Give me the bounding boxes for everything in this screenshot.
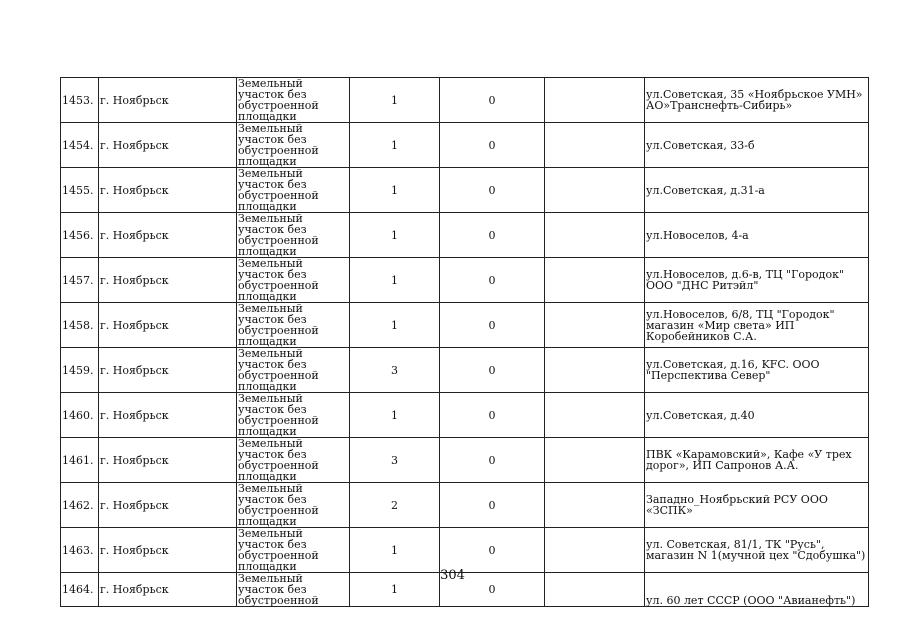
- row-object-type: Земельный участок без обустроенной площадки: [237, 78, 350, 123]
- row-address: ул. 60 лет СССР (ООО "Авианефть"): [645, 573, 869, 607]
- table-row: [61, 303, 869, 348]
- row-number: 1462.: [61, 483, 99, 528]
- row-city: г. Ноябрьск: [99, 123, 237, 168]
- row-note: [545, 213, 645, 258]
- row-quantity: 1: [350, 303, 440, 348]
- table-row: [61, 393, 869, 438]
- row-object-type: Земельный участок без обустроенной площадки: [237, 123, 350, 168]
- row-quantity: 3: [350, 438, 440, 483]
- row-quantity-secondary: 0: [440, 303, 545, 348]
- row-number: 1456.: [61, 213, 99, 258]
- row-note: [545, 123, 645, 168]
- row-number: 1453.: [61, 78, 99, 123]
- row-quantity-secondary: 0: [440, 123, 545, 168]
- table-row: [61, 168, 869, 213]
- row-note: [545, 348, 645, 393]
- row-address: ул.Новоселов, 4-а: [645, 213, 869, 258]
- row-city: г. Ноябрьск: [99, 348, 237, 393]
- row-number: 1455.: [61, 168, 99, 213]
- row-note: [545, 78, 645, 123]
- row-city: г. Ноябрьск: [99, 258, 237, 303]
- row-city: г. Ноябрьск: [99, 483, 237, 528]
- row-quantity: 1: [350, 528, 440, 573]
- row-note: [545, 528, 645, 573]
- row-object-type: Земельный участок без обустроенной: [237, 573, 350, 607]
- row-city: г. Ноябрьск: [99, 573, 237, 607]
- table-row: [61, 123, 869, 168]
- row-object-type: Земельный участок без обустроенной площадки: [237, 438, 350, 483]
- row-quantity-secondary: 0: [440, 438, 545, 483]
- row-object-type: Земельный участок без обустроенной площадки: [237, 393, 350, 438]
- row-note: [545, 168, 645, 213]
- row-note: [545, 393, 645, 438]
- row-quantity-secondary: 0: [440, 528, 545, 573]
- row-note: [545, 438, 645, 483]
- table-row: [61, 348, 869, 393]
- row-quantity: 2: [350, 483, 440, 528]
- row-quantity: 1: [350, 213, 440, 258]
- row-number: 1457.: [61, 258, 99, 303]
- row-address: ул.Советская, 33-б: [645, 123, 869, 168]
- row-address: Западно_Ноябрьский РСУ ООО «ЗСПК»: [645, 483, 869, 528]
- row-city: г. Ноябрьск: [99, 393, 237, 438]
- row-quantity-secondary: 0: [440, 213, 545, 258]
- table-row: [61, 258, 869, 303]
- table-row: [61, 213, 869, 258]
- row-quantity-secondary: 0: [440, 573, 545, 607]
- row-quantity: 1: [350, 168, 440, 213]
- row-address: ул.Советская, д.31-а: [645, 168, 869, 213]
- row-city: г. Ноябрьск: [99, 213, 237, 258]
- row-note: [545, 303, 645, 348]
- row-object-type: Земельный участок без обустроенной площадки: [237, 528, 350, 573]
- row-city: г. Ноябрьск: [99, 168, 237, 213]
- row-city: г. Ноябрьск: [99, 438, 237, 483]
- row-note: [545, 258, 645, 303]
- row-address: ул.Новоселов, д.6-в, ТЦ "Городок" ООО "ДНС Ритэйл": [645, 258, 869, 303]
- row-quantity: 1: [350, 78, 440, 123]
- table-row: [61, 483, 869, 528]
- row-number: 1463.: [61, 528, 99, 573]
- table-row: [61, 438, 869, 483]
- row-address: ул.Советская, д.16, KFC. ООО "Перспектива Север": [645, 348, 869, 393]
- row-address: ул.Советская, д.40: [645, 393, 869, 438]
- row-address: ПВК «Карамовский», Кафе «У трех дорог», ИП Сапронов А.А.: [645, 438, 869, 483]
- row-number: 1464.: [61, 573, 99, 607]
- row-city: г. Ноябрьск: [99, 78, 237, 123]
- row-address: ул.Советская, 35 «Ноябрьское УМН» АО»Транснефть-Сибирь»: [645, 78, 869, 123]
- row-quantity: 1: [350, 573, 440, 607]
- registry-table: [60, 77, 869, 607]
- row-quantity-secondary: 0: [440, 258, 545, 303]
- row-note: [545, 483, 645, 528]
- row-number: 1458.: [61, 303, 99, 348]
- row-quantity: 1: [350, 393, 440, 438]
- row-number: 1461.: [61, 438, 99, 483]
- table-row: [61, 528, 869, 573]
- row-object-type: Земельный участок без обустроенной площадки: [237, 348, 350, 393]
- row-object-type: Земельный участок без обустроенной площадки: [237, 168, 350, 213]
- row-quantity: 1: [350, 123, 440, 168]
- row-quantity: 3: [350, 348, 440, 393]
- row-address: ул. Советская, 81/1, ТК "Русь", магазин N 1(мучной цех "Сдобушка"): [645, 528, 869, 573]
- row-object-type: Земельный участок без обустроенной площадки: [237, 483, 350, 528]
- row-object-type: Земельный участок без обустроенной площадки: [237, 258, 350, 303]
- page-number: 304: [440, 568, 465, 583]
- row-address: ул.Новоселов, 6/8, ТЦ "Городок" магазин «Мир света» ИП Коробейников С.А.: [645, 303, 869, 348]
- row-city: г. Ноябрьск: [99, 303, 237, 348]
- row-object-type: Земельный участок без обустроенной площадки: [237, 303, 350, 348]
- row-object-type: Земельный участок без обустроенной площадки: [237, 213, 350, 258]
- row-number: 1460.: [61, 393, 99, 438]
- row-quantity-secondary: 0: [440, 168, 545, 213]
- table-row: [61, 78, 869, 123]
- row-number: 1454.: [61, 123, 99, 168]
- row-quantity-secondary: 0: [440, 78, 545, 123]
- row-quantity-secondary: 0: [440, 483, 545, 528]
- row-quantity: 1: [350, 258, 440, 303]
- row-number: 1459.: [61, 348, 99, 393]
- row-quantity-secondary: 0: [440, 393, 545, 438]
- row-quantity-secondary: 0: [440, 348, 545, 393]
- row-city: г. Ноябрьск: [99, 528, 237, 573]
